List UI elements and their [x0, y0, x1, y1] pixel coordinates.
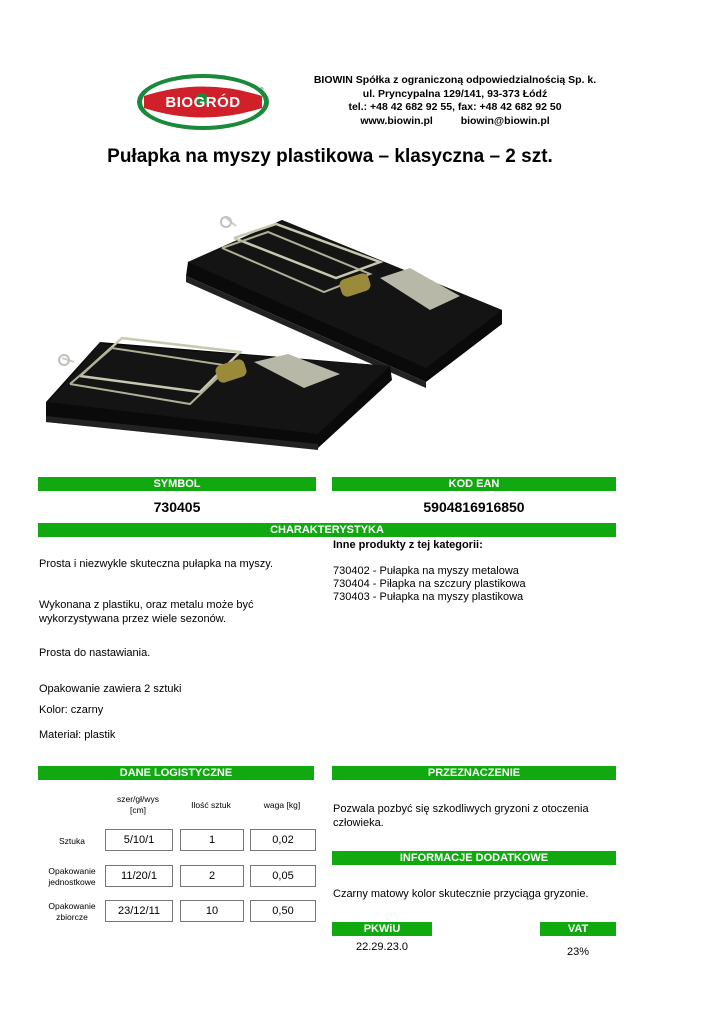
company-address: ul. Pryncypalna 129/141, 93-373 Łódź [362, 87, 548, 100]
other-product-2: 730404 - Piłapka na szczury plastikowa [333, 578, 526, 590]
row-label-unit-pack: Opakowanie jednostkowe [48, 866, 96, 887]
pkwiu-header: PKWiU [332, 922, 432, 936]
additional-info-header: INFORMACJE DODATKOWE [332, 851, 616, 865]
mouse-trap-photo [40, 212, 510, 452]
cell-qty: 1 [180, 829, 244, 851]
char-line-2: Wykonana z plastiku, oraz metalu może być [39, 599, 254, 611]
symbol-header: SYMBOL [38, 477, 316, 491]
char-line-3: wykorzystywana przez wiele sezonów. [39, 613, 227, 625]
char-line-7: Materiał: plastik [39, 729, 116, 741]
char-line-6: Kolor: czarny [39, 704, 104, 716]
row-label-sztuka: Sztuka [59, 836, 85, 846]
cell-dims: 23/12/11 [105, 900, 173, 922]
purpose-line-1: Pozwala pozbyć się szkodliwych gryzoni z otoczenia [333, 803, 589, 815]
col-qty-header: Ilość sztuk [191, 800, 231, 810]
other-products-heading: Inne produkty z tej kategorii: [333, 539, 483, 551]
cell-weight: 0,02 [250, 829, 316, 851]
pkwiu-value: 22.29.23.0 [356, 941, 408, 953]
company-name: BIOWIN Spółka z ograniczoną odpowiedzialnością Sp. k. [313, 74, 597, 86]
cell-dims: 11/20/1 [105, 865, 173, 887]
other-product-1: 730402 - Pułapka na myszy metalowa [333, 565, 519, 577]
cell-qty: 2 [180, 865, 244, 887]
website-link[interactable]: www.biowin.pl [360, 114, 433, 127]
page-title: Pułapka na myszy plastikowa – klasyczna – 2 szt. [107, 146, 553, 167]
vat-value: 23% [567, 946, 590, 958]
vat-header: VAT [540, 922, 616, 936]
ean-header: KOD EAN [332, 477, 616, 491]
purpose-line-2: człowieka. [333, 817, 384, 829]
char-line-4: Prosta do nastawiania. [39, 647, 151, 659]
symbol-value: 730405 [153, 499, 201, 515]
purpose-header: PRZEZNACZENIE [332, 766, 616, 780]
cell-weight: 0,05 [250, 865, 316, 887]
row-label-bulk-pack: Opakowanie zbiorcze [48, 901, 96, 922]
svg-text:®: ® [260, 87, 264, 93]
col-dims-header: szer/gł/wys [cm] [116, 794, 160, 815]
char-line-1: Prosta i niezwykle skuteczna pułapka na myszy. [39, 558, 273, 570]
email-link[interactable]: biowin@biowin.pl [460, 114, 550, 127]
cell-weight: 0,50 [250, 900, 316, 922]
col-weight-header: waga [kg] [263, 800, 301, 810]
additional-info-text: Czarny matowy kolor skutecznie przyciąga gryzonie. [333, 888, 589, 900]
company-phone: tel.: +48 42 682 92 55, fax: +48 42 682 92 50 [348, 101, 562, 113]
char-line-5: Opakowanie zawiera 2 sztuki [39, 683, 182, 695]
company-info [300, 74, 610, 128]
ean-value: 5904816916850 [423, 499, 525, 515]
svg-text:BIOGRÓD: BIOGRÓD [165, 94, 241, 111]
cell-qty: 10 [180, 900, 244, 922]
logistics-header: DANE LOGISTYCZNE [38, 766, 314, 780]
biogrod-logo [136, 73, 270, 131]
other-product-3: 730403 - Pułapka na myszy plastikowa [333, 591, 524, 603]
company-web [300, 115, 610, 129]
cell-dims: 5/10/1 [105, 829, 173, 851]
characteristics-header: CHARAKTERYSTYKA [38, 523, 616, 537]
